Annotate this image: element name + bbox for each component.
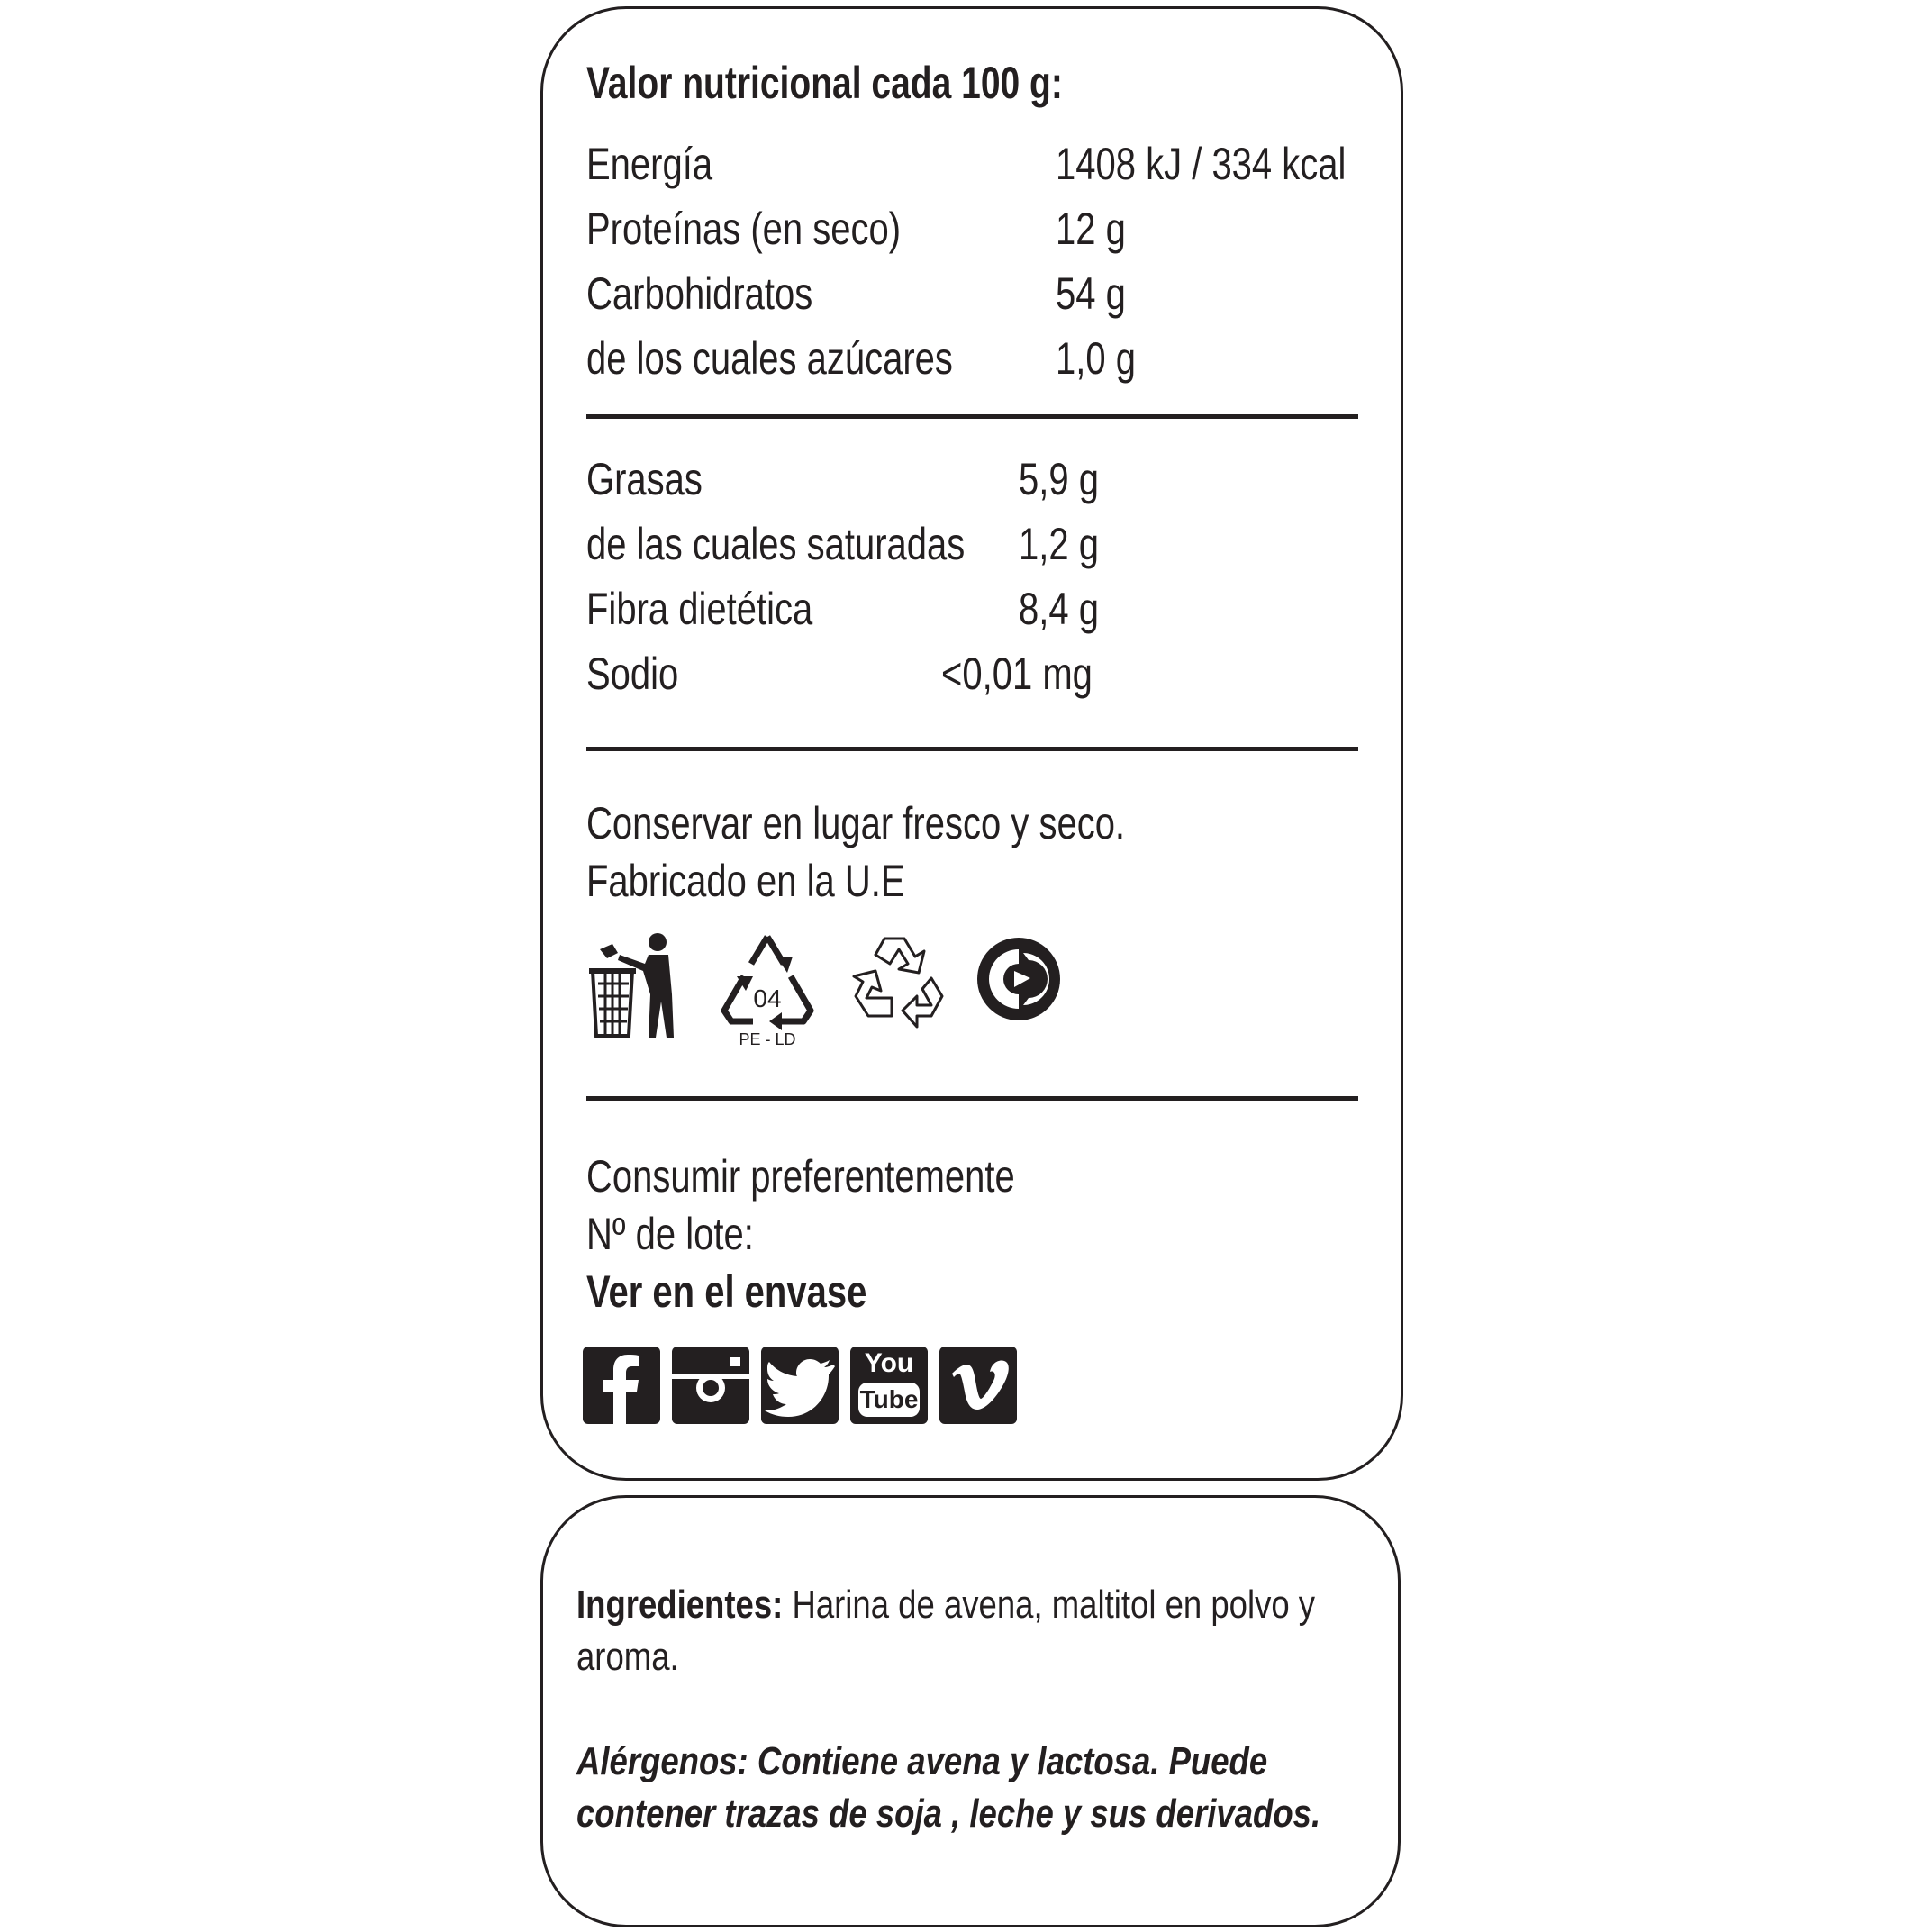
recycle-loop-icon (848, 931, 948, 1029)
facebook-icon[interactable] (583, 1347, 660, 1424)
nutrient-value: <0,01 mg (941, 649, 1093, 699)
twitter-icon[interactable] (761, 1347, 839, 1424)
nutrient-value: 5,9 g (1019, 454, 1099, 504)
youtube-top-text: You (864, 1348, 914, 1378)
storage-instruction: Conservar en lugar fresco y seco. (586, 798, 1126, 848)
nutrient-label: Energía (586, 139, 713, 189)
divider (586, 1096, 1358, 1101)
lot-number-label: Nº de lote: (586, 1209, 754, 1259)
ingredients-block (576, 1579, 1360, 1892)
ingredients-text (576, 1579, 1360, 1683)
instagram-icon[interactable] (672, 1347, 749, 1424)
nutrient-label: Sodio (586, 649, 679, 699)
youtube-bottom-text: Tube (859, 1385, 919, 1413)
nutrient-value: 12 g (1056, 204, 1126, 254)
nutrient-value: 1408 kJ / 334 kcal (1056, 139, 1347, 189)
green-dot-icon (975, 935, 1063, 1023)
see-package-note: Ver en el envase (586, 1266, 867, 1317)
divider (586, 414, 1358, 419)
nutrient-value: 1,0 g (1056, 333, 1136, 384)
vimeo-icon[interactable] (939, 1347, 1017, 1424)
nutrient-label: de los cuales azúcares (586, 333, 953, 384)
nutrient-label: Fibra dietética (586, 584, 813, 634)
nutrient-value: 54 g (1056, 268, 1126, 319)
nutrient-label: de las cuales saturadas (586, 519, 966, 569)
best-before-label: Consumir preferentemente (586, 1151, 1015, 1202)
ingredients-list: Harina de avena, maltitol en polvo y aroma. (576, 1583, 1316, 1679)
origin-note: Fabricado en la U.E (586, 856, 905, 906)
nutrient-value: 1,2 g (1019, 519, 1099, 569)
youtube-icon[interactable] (850, 1347, 928, 1424)
nutrition-title: Valor nutricional cada 100 g: (586, 58, 1063, 108)
nutrient-label: Carbohidratos (586, 268, 813, 319)
resin-label: PE - LD (739, 1030, 796, 1048)
recycle-ldpe-icon (717, 931, 818, 1050)
resin-code: 04 (753, 984, 782, 1012)
ingredients-label: Ingredientes: (576, 1583, 784, 1627)
nutrient-value: 8,4 g (1019, 584, 1099, 634)
nutrient-label: Proteínas (en seco) (586, 204, 902, 254)
divider (586, 747, 1358, 751)
tidyman-icon (585, 931, 679, 1041)
nutrient-label: Grasas (586, 454, 703, 504)
allergens-text: Alérgenos: Contiene avena y lactosa. Puede contener trazas de soja , leche y sus derivados. (576, 1739, 1321, 1836)
